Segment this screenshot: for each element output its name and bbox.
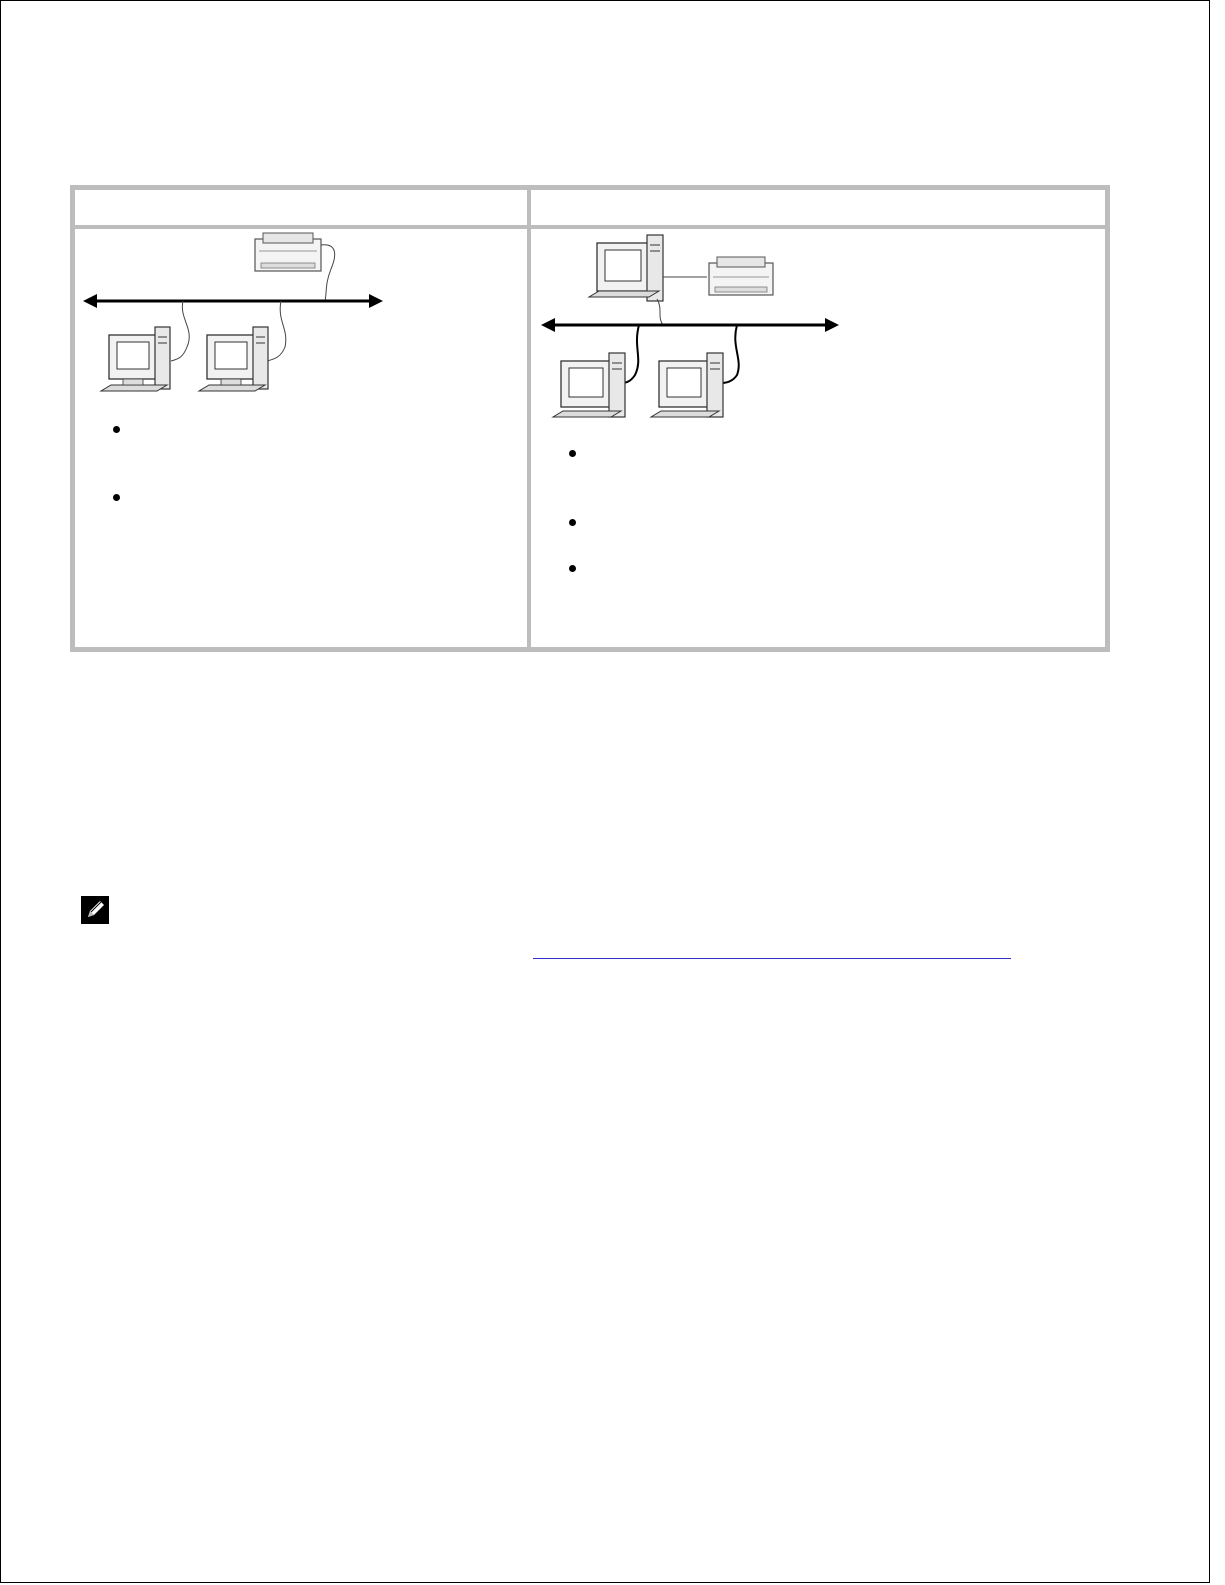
desktop-computer-icon xyxy=(589,235,663,301)
list-item xyxy=(113,494,120,501)
desktop-computer-icon xyxy=(651,353,723,417)
computer-cable xyxy=(171,301,189,361)
computer-cable xyxy=(267,301,286,361)
network-comparison-table xyxy=(70,185,1110,652)
table-body-row xyxy=(73,227,1107,649)
table-header-row xyxy=(73,188,1107,227)
list-item xyxy=(569,519,576,526)
desktop-computer-icon xyxy=(553,353,625,417)
network-bus-line xyxy=(541,318,839,332)
printer-icon xyxy=(255,233,321,271)
computer-cable xyxy=(721,325,739,383)
body-cell-left xyxy=(73,227,529,649)
shared-printer-diagram xyxy=(531,229,1105,647)
header-cell-right xyxy=(529,188,1107,227)
desktop-computer-icon xyxy=(101,327,170,391)
printer-cable xyxy=(321,245,335,301)
network-printer-diagram xyxy=(75,229,527,647)
network-bus-line xyxy=(83,294,383,308)
printer-icon xyxy=(709,257,773,295)
note-link[interactable] xyxy=(533,958,1011,959)
list-item xyxy=(569,565,576,572)
host-cable xyxy=(657,299,663,325)
desktop-computer-icon xyxy=(199,327,268,391)
list-item xyxy=(569,450,576,457)
header-cell-left xyxy=(73,188,529,227)
note-pencil-icon xyxy=(80,895,110,925)
list-item xyxy=(113,426,120,433)
body-cell-right xyxy=(529,227,1107,649)
